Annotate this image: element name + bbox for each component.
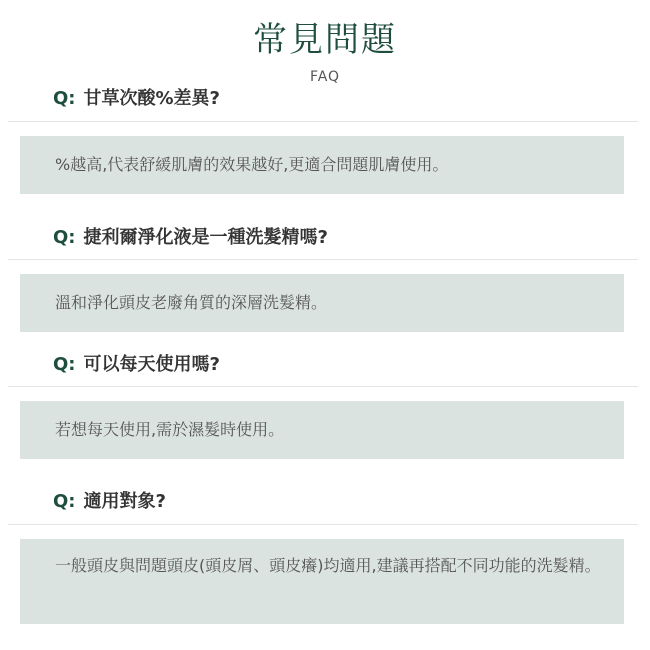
answer-text: 溫和淨化頭皮老廢角質的深層洗髮精。 xyxy=(55,293,328,312)
faq-question xyxy=(53,352,220,378)
answer-text: 若想每天使用,需於濕髮時使用。 xyxy=(55,420,285,439)
faq-answer xyxy=(20,136,624,194)
divider xyxy=(8,121,638,122)
faq-question xyxy=(53,489,166,515)
question-prefix: Q: xyxy=(53,491,76,512)
question-text: 可以每天使用嗎? xyxy=(83,354,220,375)
page-subtitle: FAQ xyxy=(309,69,341,85)
divider xyxy=(8,524,638,525)
faq-question xyxy=(53,86,220,112)
answer-text: 一般頭皮與問題頭皮(頭皮屑、頭皮癢)均適用,建議再搭配不同功能的洗髮精。 xyxy=(55,556,601,575)
question-prefix: Q: xyxy=(53,88,76,109)
question-text: 捷利爾淨化液是一種洗髮精嗎? xyxy=(83,227,328,248)
page-title: 常見問題 xyxy=(253,20,397,60)
question-prefix: Q: xyxy=(53,227,76,248)
faq-answer xyxy=(20,401,624,459)
faq-question xyxy=(53,225,328,251)
divider xyxy=(8,259,638,260)
question-prefix: Q: xyxy=(53,354,76,375)
faq-answer xyxy=(20,539,624,624)
question-text: 適用對象? xyxy=(83,491,166,512)
answer-text: %越高,代表舒緩肌膚的效果越好,更適合問題肌膚使用。 xyxy=(55,155,449,174)
question-text: 甘草次酸%差異? xyxy=(83,88,220,109)
divider xyxy=(8,386,638,387)
faq-answer xyxy=(20,274,624,332)
